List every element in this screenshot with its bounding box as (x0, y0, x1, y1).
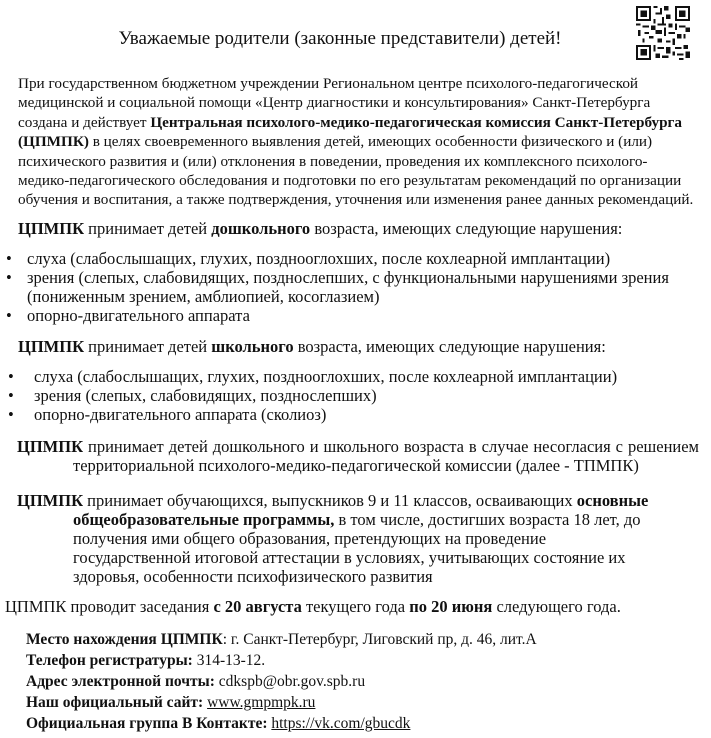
email-line: Адрес электронной почты: cdkspb@obr.gov.spb.ru (26, 673, 366, 690)
list-item: • опорно-двигательного аппарата (сколиоз) (8, 405, 327, 424)
phone-line: Телефон регистратуры: 314-13-12. (26, 652, 266, 669)
page-title: Уважаемые родители (законные представители) детей! (118, 28, 562, 49)
vk-link[interactable]: https://vk.com/gbucdk (271, 715, 411, 732)
preschool-list (6, 249, 704, 325)
contacts-block (26, 629, 537, 734)
vk-line: Официальная группа В Контакте: https://vk.com/gbucdk (26, 715, 411, 732)
intro-paragraph (18, 74, 698, 210)
schedule-line: ЦПМПК проводит заседания с 20 августа текущего года по 20 июня следующего года. (5, 597, 621, 616)
school-heading: ЦПМПК принимает детей школьного возраста, имеющих следующие нарушения: (18, 337, 606, 356)
intro-text-1: При государственном бюджетном учреждении Региональном центре психолого-педагогической медицинской и социальной помощи «Центр диагностики и консультирования» Санкт-Петербурга создана и действует (18, 75, 651, 131)
website-line: Наш официальный сайт: www.gmpmpk.ru (26, 694, 316, 711)
list-item: • зрения (слепых, слабовидящих, позднослепших) (8, 386, 377, 405)
bullet-icon: • (6, 306, 12, 325)
list-item: • зрения (слепых, слабовидящих, позднослепших, с функциональными нарушениями зрения (пониженным зрением, амблиопией, косоглазием) (6, 268, 669, 306)
bullet-icon: • (8, 405, 14, 424)
address-line: Место нахождения ЦПМПК: г. Санкт-Петербург, Лиговский пр, д. 46, лит.А (26, 631, 537, 648)
intro-text-2: в целях своевременного выявления детей, имеющих особенности физического и (или) психического развития и (или) отклонения в поведении, проведения их комплексного психолого-медико-педагогического обследования и подготовки по его результатам рекомендаций по организации обучения и воспитания, а также подтверждения, уточнения или изменения ранее данных рекомендаций. (18, 133, 694, 209)
list-item: • опорно-двигательного аппарата (6, 306, 250, 325)
list-item: • слуха (слабослышащих, глухих, позднооглохших, после кохлеарной имплантации) (8, 367, 618, 386)
school-list (8, 367, 694, 424)
preschool-heading: ЦПМПК принимает детей дошкольного возраста, имеющих следующие нарушения: (18, 219, 623, 238)
disagreement-paragraph: ЦПМПК принимает детей дошкольного и школьного возраста в случае несогласия с решением территориальной психолого-медико-педагогической комиссии (далее - ТПМПК) (17, 437, 699, 475)
bullet-icon: • (8, 386, 14, 405)
website-link[interactable]: www.gmpmpk.ru (207, 694, 316, 711)
graduates-paragraph: ЦПМПК принимает обучающихся, выпускников 9 и 11 классов, осваивающих основные общеобразовательные программы, в том числе, достигших возраста 18 лет, до получения ими общего образования, претендующих на проведение государственной итоговой аттестации в условиях, учитывающих состояние их здоровья, особенности психофизического развития (17, 491, 649, 586)
bullet-icon: • (6, 268, 12, 287)
bullet-icon: • (6, 249, 12, 268)
bullet-icon: • (8, 367, 14, 386)
list-item: • слуха (слабослышащих, глухих, позднооглохших, после кохлеарной имплантации) (6, 249, 611, 268)
commission-name: Центральная психолого-медико-педагогическая комиссия Санкт-Петербурга (ЦПМПК) (18, 113, 683, 151)
